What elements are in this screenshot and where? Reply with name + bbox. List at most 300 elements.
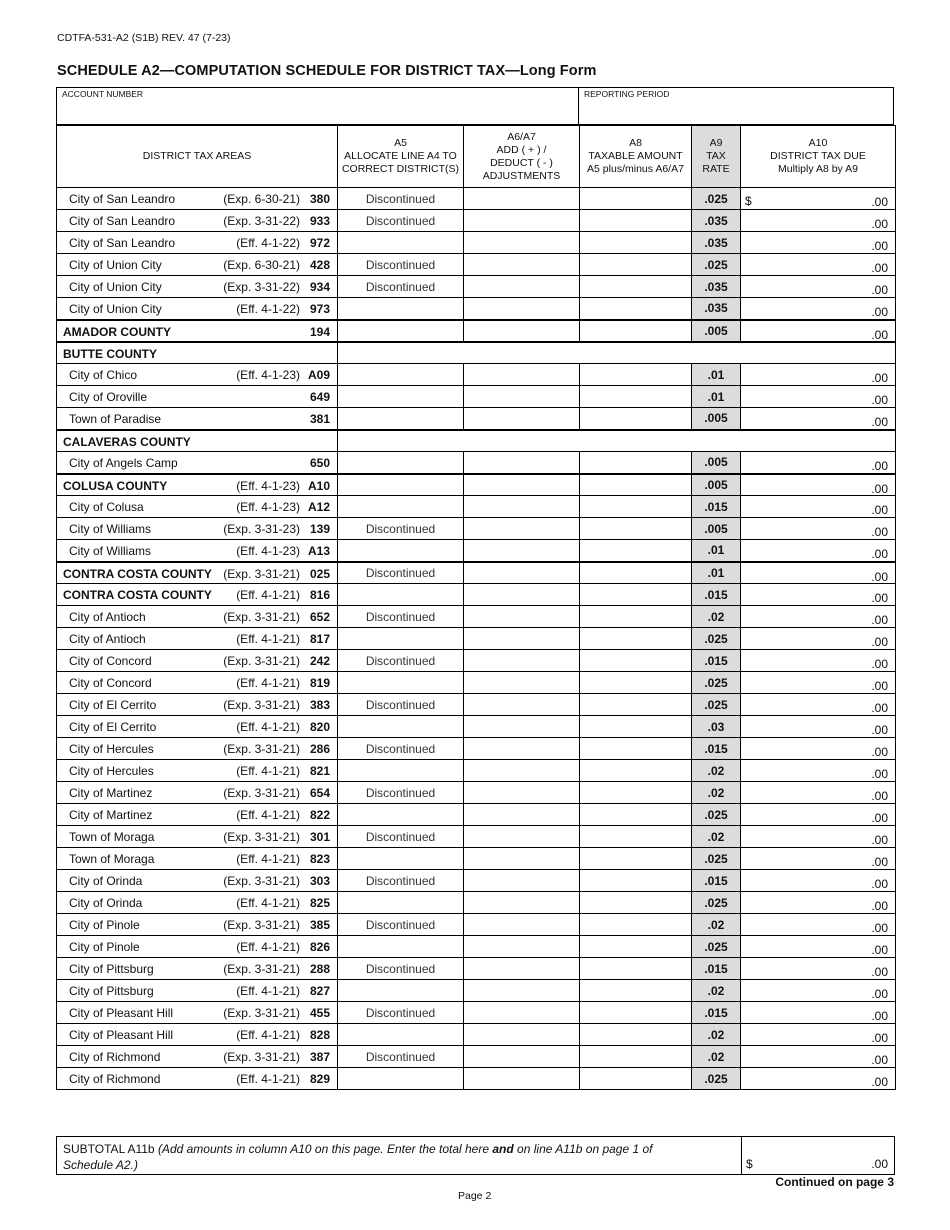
a8-taxable-amount-field[interactable]	[580, 562, 692, 584]
effective-date: (Eff. 4-1-21)	[236, 940, 300, 954]
cents-value: .00	[871, 767, 888, 781]
a6a7-adjustments-field[interactable]	[464, 848, 580, 870]
a10-district-tax-due-field[interactable]	[741, 364, 896, 386]
a6a7-adjustments-field[interactable]	[464, 320, 580, 342]
a6a7-adjustments-field[interactable]	[464, 452, 580, 474]
district-area	[57, 210, 338, 232]
table-row	[57, 584, 896, 606]
district-name: CONTRA COSTA COUNTY	[63, 588, 212, 602]
discontinued-label: Discontinued	[365, 213, 436, 228]
district-code: 385	[309, 918, 330, 932]
reporting-period-label: REPORTING PERIOD	[584, 89, 670, 99]
a8-taxable-amount-field[interactable]	[580, 1046, 692, 1068]
effective-date: (Exp. 3-31-21)	[223, 918, 300, 932]
district-rows	[57, 188, 896, 1090]
district-name: City of Antioch	[69, 632, 146, 646]
district-area	[57, 628, 338, 650]
a10-district-tax-due-field[interactable]	[741, 276, 896, 298]
a5-allocate-field	[338, 694, 464, 716]
a10-district-tax-due-field[interactable]	[741, 716, 896, 738]
a8-taxable-amount-field[interactable]	[580, 364, 692, 386]
a10-district-tax-due-field[interactable]	[741, 540, 896, 562]
a9-tax-rate: .01	[692, 386, 741, 408]
district-code: 428	[309, 258, 330, 272]
a6a7-adjustments-field[interactable]	[464, 914, 580, 936]
a8-taxable-amount-field[interactable]	[580, 914, 692, 936]
a5-allocate-field[interactable]	[338, 1068, 464, 1090]
table-row	[57, 870, 896, 892]
a10-district-tax-due-field[interactable]	[741, 892, 896, 914]
a6a7-adjustments-field[interactable]	[464, 408, 580, 430]
district-area	[57, 738, 338, 760]
a10-district-tax-due-field[interactable]	[741, 584, 896, 606]
a5-allocate-field[interactable]	[338, 1024, 464, 1046]
table-row	[57, 210, 896, 232]
a6a7-adjustments-field[interactable]	[464, 1068, 580, 1090]
a8-taxable-amount-field[interactable]	[580, 1068, 692, 1090]
a9-tax-rate: .02	[692, 1046, 741, 1068]
a10-district-tax-due-field[interactable]	[741, 804, 896, 826]
district-area	[57, 804, 338, 826]
effective-date: (Eff. 4-1-23)	[236, 500, 300, 514]
a10-district-tax-due-field[interactable]	[741, 870, 896, 892]
a5-allocate-field[interactable]	[338, 848, 464, 870]
a8-taxable-amount-field[interactable]	[580, 540, 692, 562]
a6a7-adjustments-field[interactable]	[464, 694, 580, 716]
district-area	[57, 320, 338, 342]
district-code: 816	[309, 588, 330, 602]
account-number-field[interactable]	[57, 88, 579, 124]
a10-district-tax-due-field[interactable]	[741, 672, 896, 694]
district-area	[57, 518, 338, 540]
district-name: City of Pinole	[69, 918, 140, 932]
a10-district-tax-due-field[interactable]	[741, 782, 896, 804]
district-name: City of Union City	[69, 280, 162, 294]
a8-taxable-amount-field[interactable]	[580, 408, 692, 430]
a10-district-tax-due-field[interactable]	[741, 298, 896, 320]
table-row	[57, 496, 896, 518]
a10-district-tax-due-field[interactable]	[741, 628, 896, 650]
cents-value: .00	[871, 877, 888, 891]
a6a7-adjustments-field[interactable]	[464, 650, 580, 672]
district-area	[57, 562, 338, 584]
district-area	[57, 276, 338, 298]
cents-value: .00	[871, 415, 888, 429]
a9-tax-rate: .005	[692, 474, 741, 496]
discontinued-label: Discontinued	[365, 1049, 436, 1064]
a10-district-tax-due-field[interactable]	[741, 694, 896, 716]
a10-district-tax-due-field[interactable]	[741, 1024, 896, 1046]
a6a7-adjustments-field[interactable]	[464, 606, 580, 628]
district-name: City of Orinda	[69, 896, 143, 910]
district-name: Town of Moraga	[69, 830, 155, 844]
a10-district-tax-due-field[interactable]	[741, 518, 896, 540]
district-area	[57, 914, 338, 936]
table-row	[57, 342, 896, 364]
table-row	[57, 1024, 896, 1046]
district-area	[57, 496, 338, 518]
effective-date: (Exp. 3-31-21)	[223, 874, 300, 888]
a10-district-tax-due-field[interactable]	[741, 980, 896, 1002]
a5-allocate-field[interactable]	[338, 408, 464, 430]
a8-taxable-amount-field[interactable]	[580, 826, 692, 848]
a8-taxable-amount-field[interactable]	[580, 738, 692, 760]
a10-district-tax-due-field[interactable]	[741, 254, 896, 276]
district-name: City of Concord	[69, 676, 152, 690]
a9-tax-rate: .02	[692, 980, 741, 1002]
a5-allocate-field	[338, 210, 464, 232]
a6a7-adjustments-field[interactable]	[464, 496, 580, 518]
a9-tax-rate: .02	[692, 606, 741, 628]
a5-allocate-field[interactable]	[338, 584, 464, 606]
a6a7-adjustments-field[interactable]	[464, 276, 580, 298]
a6a7-adjustments-field[interactable]	[464, 584, 580, 606]
schedule-title: SCHEDULE A2—COMPUTATION SCHEDULE FOR DISTRICT TAX—Long Form	[57, 63, 597, 79]
effective-date: (Eff. 4-1-21)	[236, 720, 300, 734]
cents-value: .00	[871, 635, 888, 649]
a5-allocate-field[interactable]	[338, 716, 464, 738]
subtotal-box	[56, 1136, 895, 1175]
effective-date: (Eff. 4-1-22)	[236, 302, 300, 316]
a6a7-adjustments-field[interactable]	[464, 1002, 580, 1024]
discontinued-label: Discontinued	[365, 279, 436, 294]
district-code: 934	[309, 280, 330, 294]
table-row	[57, 782, 896, 804]
cents-value: .00	[871, 217, 888, 231]
a10-district-tax-due-field[interactable]	[741, 210, 896, 232]
a8-taxable-amount-field[interactable]	[580, 606, 692, 628]
a5-allocate-field[interactable]	[338, 760, 464, 782]
effective-date: (Eff. 4-1-23)	[236, 478, 300, 493]
a5-allocate-field[interactable]	[338, 628, 464, 650]
discontinued-label: Discontinued	[365, 785, 436, 800]
district-area	[57, 848, 338, 870]
district-name: Town of Paradise	[69, 412, 162, 426]
table-row	[57, 320, 896, 342]
a6a7-adjustments-field[interactable]	[464, 474, 580, 496]
a9-tax-rate: .015	[692, 650, 741, 672]
district-code: 972	[309, 236, 330, 250]
district-code: 301	[309, 830, 330, 844]
discontinued-label: Discontinued	[365, 961, 436, 976]
district-area	[57, 694, 338, 716]
continued-note: Continued on page 3	[775, 1175, 894, 1189]
a10-district-tax-due-field[interactable]	[741, 320, 896, 342]
a10-district-tax-due-field[interactable]	[741, 188, 896, 210]
district-area	[57, 1002, 338, 1024]
a5-allocate-field[interactable]	[338, 980, 464, 1002]
effective-date: (Exp. 3-31-21)	[223, 786, 300, 800]
district-area	[57, 298, 338, 320]
district-name: City of Concord	[69, 654, 152, 668]
a5-allocate-field[interactable]	[338, 474, 464, 496]
a6a7-adjustments-field[interactable]	[464, 870, 580, 892]
a6a7-adjustments-field[interactable]	[464, 782, 580, 804]
a10-district-tax-due-field[interactable]	[741, 562, 896, 584]
cents-value: .00	[871, 569, 888, 584]
district-code: A13	[307, 544, 330, 558]
a6a7-adjustments-field[interactable]	[464, 628, 580, 650]
a10-district-tax-due-field[interactable]	[741, 848, 896, 870]
a5-allocate-field[interactable]	[338, 298, 464, 320]
cents-value: .00	[871, 239, 888, 253]
a10-district-tax-due-field[interactable]	[741, 474, 896, 496]
a6a7-adjustments-field[interactable]	[464, 518, 580, 540]
cents-value: .00	[871, 855, 888, 869]
a6a7-adjustments-field[interactable]	[464, 232, 580, 254]
effective-date: (Exp. 3-31-21)	[223, 1050, 300, 1064]
district-code: 380	[309, 192, 330, 206]
effective-date: (Exp. 3-31-21)	[223, 654, 300, 668]
table-row	[57, 232, 896, 254]
a9-tax-rate: .01	[692, 540, 741, 562]
a6a7-adjustments-field[interactable]	[464, 958, 580, 980]
a8-taxable-amount-field[interactable]	[580, 804, 692, 826]
a8-taxable-amount-field[interactable]	[580, 628, 692, 650]
a6a7-adjustments-field[interactable]	[464, 716, 580, 738]
a6a7-adjustments-field[interactable]	[464, 1046, 580, 1068]
a8-taxable-amount-field[interactable]	[580, 1024, 692, 1046]
table-row	[57, 562, 896, 584]
a9-tax-rate: .015	[692, 958, 741, 980]
district-code: 139	[309, 522, 330, 536]
table-row	[57, 650, 896, 672]
effective-date: (Eff. 4-1-23)	[236, 544, 300, 558]
a8-taxable-amount-field[interactable]	[580, 320, 692, 342]
a6a7-adjustments-field[interactable]	[464, 804, 580, 826]
a10-district-tax-due-field[interactable]	[741, 1068, 896, 1090]
district-code: 820	[309, 720, 330, 734]
a8-taxable-amount-field[interactable]	[580, 276, 692, 298]
a10-district-tax-due-field[interactable]	[741, 1002, 896, 1024]
a9-tax-rate: .025	[692, 848, 741, 870]
a6a7-adjustments-field[interactable]	[464, 1024, 580, 1046]
a8-taxable-amount-field[interactable]	[580, 760, 692, 782]
a10-district-tax-due-field[interactable]	[741, 958, 896, 980]
a10-district-tax-due-field[interactable]	[741, 650, 896, 672]
district-code: 825	[309, 896, 330, 910]
effective-date: (Eff. 4-1-23)	[236, 368, 300, 382]
cents-value: .00	[871, 305, 888, 319]
a6a7-adjustments-field[interactable]	[464, 980, 580, 1002]
a5-allocate-field[interactable]	[338, 452, 464, 474]
a6a7-adjustments-field[interactable]	[464, 210, 580, 232]
discontinued-label: Discontinued	[365, 829, 436, 844]
a8-taxable-amount-field[interactable]	[580, 694, 692, 716]
a5-allocate-field[interactable]	[338, 540, 464, 562]
a8-taxable-amount-field[interactable]	[580, 958, 692, 980]
a6a7-adjustments-field[interactable]	[464, 254, 580, 276]
a9-tax-rate: .015	[692, 584, 741, 606]
a10-district-tax-due-field[interactable]	[741, 914, 896, 936]
a8-taxable-amount-field[interactable]	[580, 782, 692, 804]
a5-allocate-field[interactable]	[338, 892, 464, 914]
a10-district-tax-due-field[interactable]	[741, 496, 896, 518]
a8-taxable-amount-field[interactable]	[580, 518, 692, 540]
district-area	[57, 1046, 338, 1068]
effective-date: (Exp. 6-30-21)	[223, 192, 300, 206]
district-name: City of Orinda	[69, 874, 143, 888]
table-row	[57, 430, 896, 452]
subtotal-amount-field[interactable]	[741, 1137, 895, 1174]
a9-tax-rate: .025	[692, 892, 741, 914]
subtotal-currency-symbol: $	[746, 1157, 753, 1171]
cents-value: .00	[871, 789, 888, 803]
a5-allocate-field	[338, 1002, 464, 1024]
effective-date: (Eff. 4-1-21)	[236, 588, 300, 602]
a10-district-tax-due-field[interactable]	[741, 408, 896, 430]
page-number: Page 2	[458, 1190, 492, 1202]
table-row	[57, 298, 896, 320]
district-code: 650	[309, 456, 330, 470]
table-row	[57, 694, 896, 716]
district-code: 649	[309, 390, 330, 404]
a5-allocate-field	[338, 276, 464, 298]
effective-date: (Exp. 3-31-21)	[223, 1006, 300, 1020]
cents-value: .00	[871, 811, 888, 825]
a10-district-tax-due-field[interactable]	[741, 738, 896, 760]
a6a7-adjustments-field[interactable]	[464, 760, 580, 782]
a5-allocate-field[interactable]	[338, 232, 464, 254]
cents-value: .00	[871, 613, 888, 627]
a10-district-tax-due-field[interactable]	[741, 1046, 896, 1068]
district-name: City of Martinez	[69, 786, 153, 800]
cents-value: .00	[871, 1053, 888, 1067]
district-code: 829	[309, 1072, 330, 1086]
a5-allocate-field	[338, 826, 464, 848]
a8-taxable-amount-field[interactable]	[580, 496, 692, 518]
cents-value: .00	[871, 679, 888, 693]
a8-taxable-amount-field[interactable]	[580, 254, 692, 276]
a10-district-tax-due-field[interactable]	[741, 826, 896, 848]
a8-taxable-amount-field[interactable]	[580, 188, 692, 210]
a8-taxable-amount-field[interactable]	[580, 672, 692, 694]
a6a7-adjustments-field[interactable]	[464, 298, 580, 320]
effective-date: (Exp. 3-31-21)	[223, 698, 300, 712]
cents-value: .00	[871, 547, 888, 561]
a6a7-adjustments-field[interactable]	[464, 188, 580, 210]
a5-allocate-field[interactable]	[338, 804, 464, 826]
a8-taxable-amount-field[interactable]	[580, 1002, 692, 1024]
a10-district-tax-due-field[interactable]	[741, 452, 896, 474]
cents-value: .00	[871, 393, 888, 407]
a6a7-adjustments-field[interactable]	[464, 936, 580, 958]
a10-district-tax-due-field[interactable]	[741, 760, 896, 782]
district-code: 826	[309, 940, 330, 954]
cents-value: .00	[871, 745, 888, 759]
a9-tax-rate: .02	[692, 782, 741, 804]
district-code: 822	[309, 808, 330, 822]
a8-taxable-amount-field[interactable]	[580, 936, 692, 958]
discontinued-label: Discontinued	[365, 257, 436, 272]
district-name: City of Williams	[69, 522, 152, 536]
a6a7-adjustments-field[interactable]	[464, 562, 580, 584]
a6a7-adjustments-field[interactable]	[464, 672, 580, 694]
table-row	[57, 1046, 896, 1068]
district-name: City of Angels Camp	[69, 456, 178, 470]
district-area	[57, 958, 338, 980]
a8-taxable-amount-field[interactable]	[580, 848, 692, 870]
a6a7-adjustments-field[interactable]	[464, 826, 580, 848]
a8-taxable-amount-field[interactable]	[580, 980, 692, 1002]
district-area	[57, 826, 338, 848]
district-code: 455	[309, 1006, 330, 1020]
a8-taxable-amount-field[interactable]	[580, 210, 692, 232]
a8-taxable-amount-field[interactable]	[580, 584, 692, 606]
form-id: CDTFA-531-A2 (S1B) REV. 47 (7-23)	[57, 32, 231, 44]
a5-allocate-field[interactable]	[338, 386, 464, 408]
district-name: City of San Leandro	[69, 236, 176, 250]
a9-tax-rate: .025	[692, 804, 741, 826]
effective-date: (Exp. 3-31-22)	[223, 214, 300, 228]
a8-taxable-amount-field[interactable]	[580, 892, 692, 914]
reporting-period-field[interactable]	[579, 88, 895, 124]
a8-taxable-amount-field[interactable]	[580, 386, 692, 408]
a5-allocate-field[interactable]	[338, 496, 464, 518]
a8-taxable-amount-field[interactable]	[580, 474, 692, 496]
a9-tax-rate: .005	[692, 408, 741, 430]
district-name: AMADOR COUNTY	[63, 324, 171, 339]
effective-date: (Eff. 4-1-21)	[236, 1072, 300, 1086]
effective-date: (Eff. 4-1-21)	[236, 808, 300, 822]
district-name: CONTRA COSTA COUNTY	[63, 566, 212, 581]
table-row	[57, 826, 896, 848]
a10-district-tax-due-field[interactable]	[741, 936, 896, 958]
a8-taxable-amount-field[interactable]	[580, 452, 692, 474]
district-name: City of Union City	[69, 258, 162, 272]
a6a7-adjustments-field[interactable]	[464, 892, 580, 914]
district-code: 194	[309, 324, 330, 339]
district-name: City of Williams	[69, 544, 152, 558]
a5-allocate-field[interactable]	[338, 936, 464, 958]
header-a5: A5 ALLOCATE LINE A4 TO CORRECT DISTRICT(S)	[338, 126, 464, 188]
discontinued-label: Discontinued	[365, 653, 436, 668]
a6a7-adjustments-field[interactable]	[464, 540, 580, 562]
header-a9: A9 TAX RATE	[692, 126, 741, 188]
county-header-blank	[338, 342, 896, 364]
a6a7-adjustments-field[interactable]	[464, 364, 580, 386]
a8-taxable-amount-field[interactable]	[580, 232, 692, 254]
a10-district-tax-due-field[interactable]	[741, 606, 896, 628]
a5-allocate-field[interactable]	[338, 320, 464, 342]
a6a7-adjustments-field[interactable]	[464, 738, 580, 760]
discontinued-label: Discontinued	[365, 565, 436, 580]
a6a7-adjustments-field[interactable]	[464, 386, 580, 408]
table-row	[57, 188, 896, 210]
district-area	[57, 254, 338, 276]
district-area	[57, 936, 338, 958]
district-area	[57, 870, 338, 892]
a8-taxable-amount-field[interactable]	[580, 870, 692, 892]
district-code: 387	[309, 1050, 330, 1064]
district-code: 828	[309, 1028, 330, 1042]
a9-tax-rate: .035	[692, 276, 741, 298]
a5-allocate-field[interactable]	[338, 672, 464, 694]
a8-taxable-amount-field[interactable]	[580, 650, 692, 672]
a9-tax-rate: .01	[692, 562, 741, 584]
cents-value: .00	[871, 591, 888, 605]
a10-district-tax-due-field[interactable]	[741, 232, 896, 254]
district-code: A12	[307, 500, 330, 514]
a5-allocate-field[interactable]	[338, 364, 464, 386]
a8-taxable-amount-field[interactable]	[580, 298, 692, 320]
a9-tax-rate: .02	[692, 1024, 741, 1046]
district-area	[57, 364, 338, 386]
a8-taxable-amount-field[interactable]	[580, 716, 692, 738]
table-row	[57, 408, 896, 430]
a10-district-tax-due-field[interactable]	[741, 386, 896, 408]
cents-value: .00	[871, 1009, 888, 1023]
